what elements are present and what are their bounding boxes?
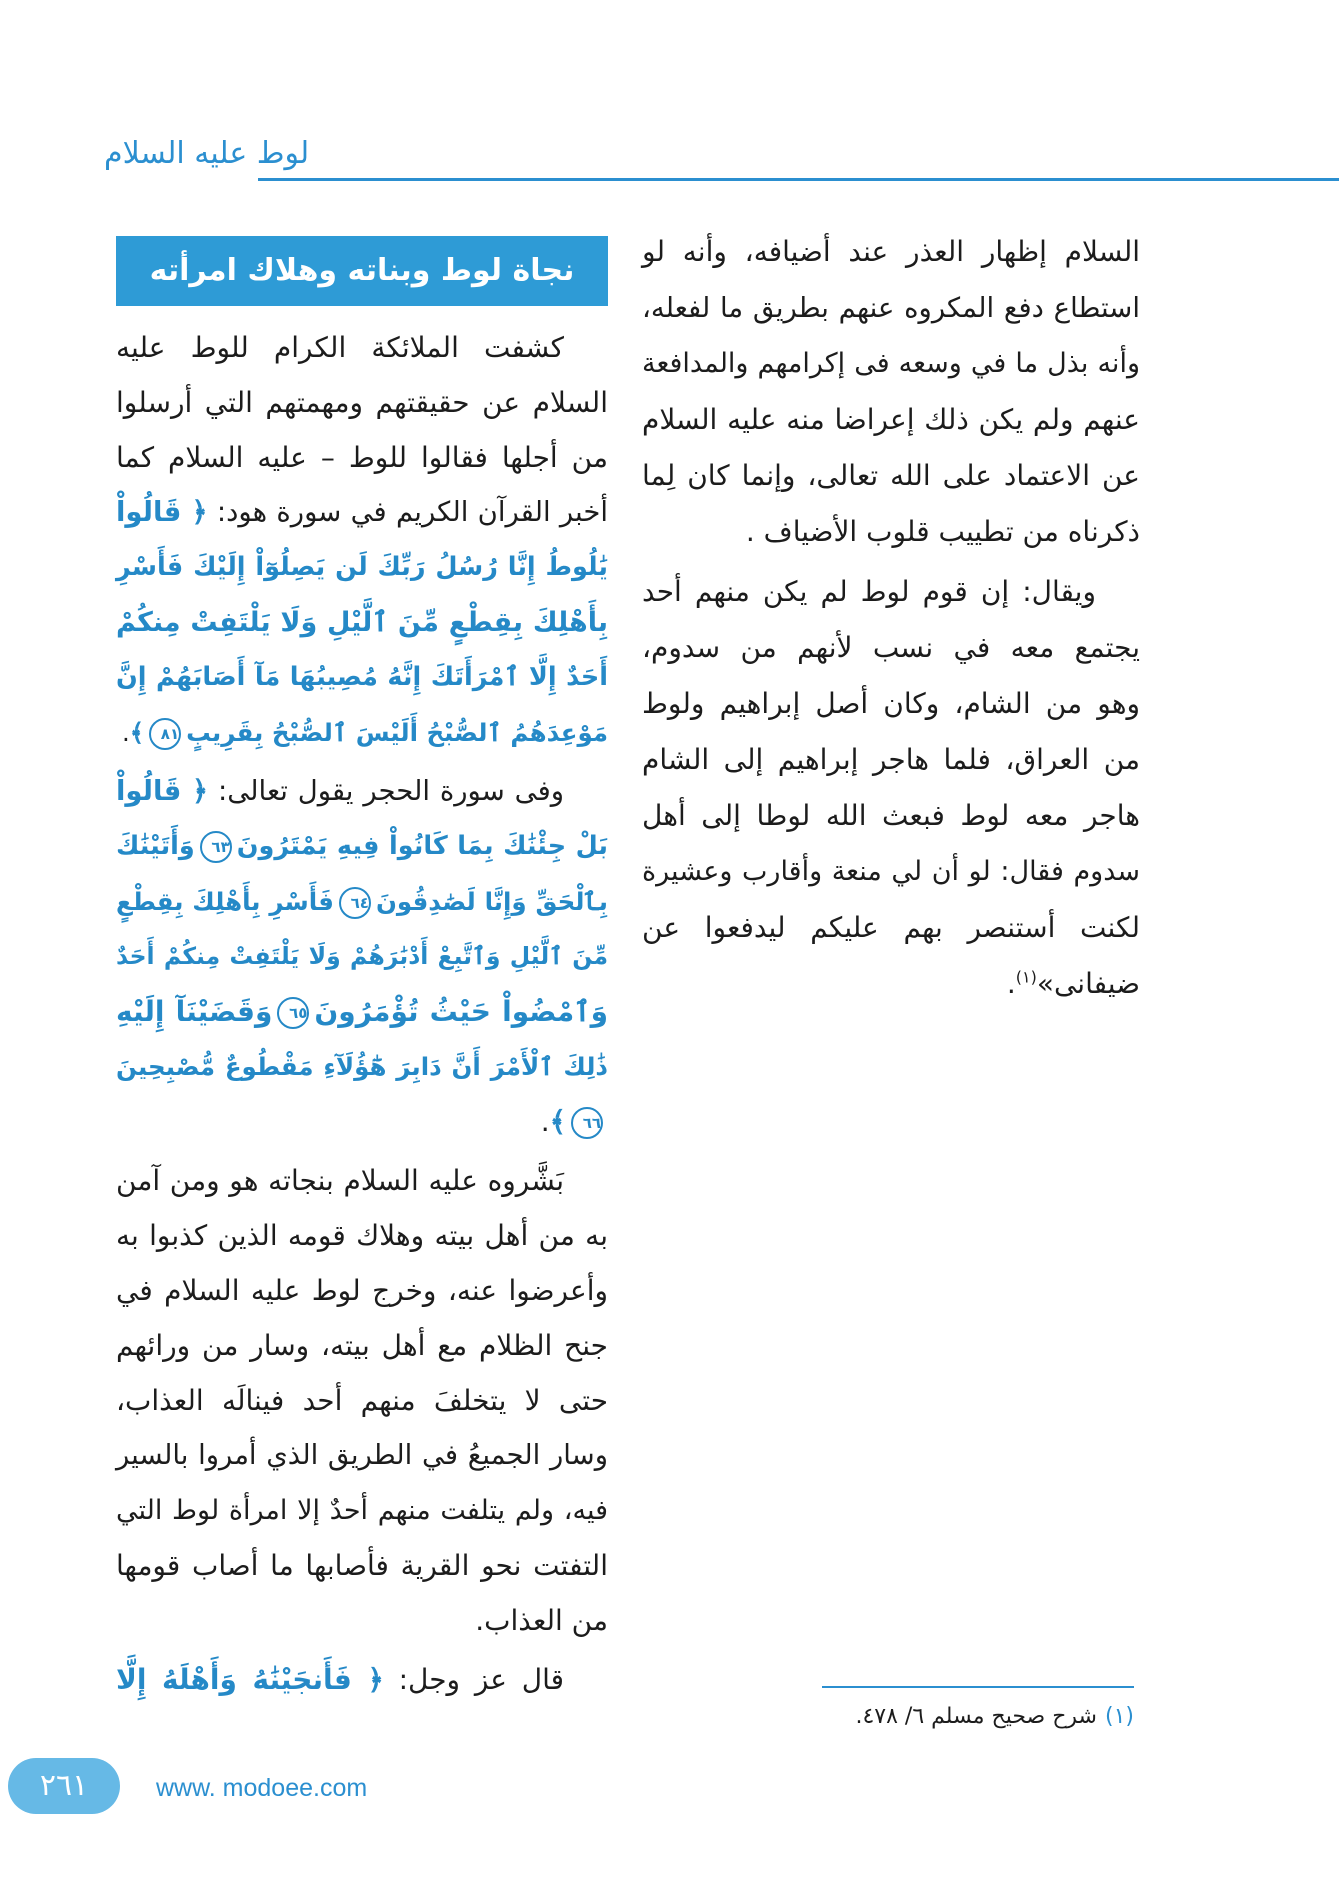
quran-verse-text: مِّنَ ٱلَّيْلِ وَٱتَّبِعْ أَدْبَٰرَهُمْ وَلَا يَلْتَفِتْ مِنكُمْ أَحَدٌ xyxy=(116,942,608,970)
text-line: من أجلها فقالوا للوط – عليه السلام كما xyxy=(116,441,608,474)
text-line: من العراق، فلما هاجر إبراهيم إلى الشام xyxy=(642,743,1140,776)
text-line xyxy=(116,705,608,760)
footnote-text: شرح صحيح مسلم ٦/ ٤٧٨. xyxy=(855,1704,1097,1729)
quran-verse-text: ﴿ قَالُواْ xyxy=(116,775,209,807)
text-line: من العذاب. xyxy=(475,1604,608,1637)
body-text: أخبر القرآن الكريم في سورة هود: xyxy=(207,496,608,528)
paragraph xyxy=(116,1652,608,1707)
text-line: وهو من الشام، وكان أصل إبراهيم ولوط xyxy=(642,687,1140,720)
ayah-number-marker: ٦٤ xyxy=(339,887,371,919)
body-text: . xyxy=(121,718,130,747)
quran-verse-text: يَٰلُوطُ إِنَّا رُسُلُ رَبِّكَ لَن يَصِلُوٓاْ إِلَيْكَ فَأَسْرِ xyxy=(116,552,608,582)
body-text: . xyxy=(1006,967,1016,1000)
text-line: عنهم ولم يكن ذلك إعراضا منه عليه السلام xyxy=(642,403,1140,436)
text-line: السلام إظهار العذر عند أضيافه، وأنه لو xyxy=(642,235,1140,268)
footnote-rule xyxy=(822,1686,1134,1688)
text-line xyxy=(116,764,608,819)
text-line: يجتمع معه في نسب لأنهم من سدوم، xyxy=(642,631,1140,664)
ayah-number-marker: ٦٦ xyxy=(571,1107,603,1139)
text-line xyxy=(116,650,608,705)
header-rule xyxy=(258,178,1339,181)
text-line: بَشَّروه عليه السلام بنجاته هو ومن آمن xyxy=(116,1164,564,1197)
text-line xyxy=(116,984,608,1039)
section-heading: نجاة لوط وبناته وهلاك امرأته xyxy=(116,236,608,306)
text-line xyxy=(116,929,608,984)
body-text: قال عز وجل: xyxy=(383,1663,564,1696)
text-line: حتى لا يتخلفَ منهم أحد فينالَه العذاب، xyxy=(116,1384,608,1417)
text-line: ذكرناه من تطييب قلوب الأضياف . xyxy=(745,515,1140,548)
website-url: www. modoee.com xyxy=(156,1774,368,1802)
quran-verse-text: أَحَدٌ إِلَّا ٱمْرَأَتَكَ إِنَّهُ مُصِيبُهَا مَآ أَصَابَهُمْ إِنَّ xyxy=(116,662,608,692)
text-line xyxy=(116,1039,608,1094)
text-line xyxy=(116,1652,608,1707)
text-line xyxy=(642,956,1140,1012)
body-text: . xyxy=(540,1105,550,1138)
ayah-number-marker: ٦٣ xyxy=(200,831,232,863)
left-column xyxy=(116,236,608,1711)
quran-verse-text: وَأَتَيْنَٰكَ xyxy=(116,831,195,861)
quran-verse-text: بِأَهْلِكَ بِقِطْعٍ مِّنَ ٱلَّيْلِ وَلَا يَلْتَفِتْ مِنكُمْ xyxy=(116,607,608,638)
text-line: سدوم فقال: لو أن لي منعة وأقارب وعشيرة xyxy=(642,856,1140,887)
text-line: التفتت نحو القرية فأصابها ما أصاب قومها xyxy=(116,1549,608,1582)
text-line: فيه، ولم يتلفت منهم أحدٌ إلا امرأة لوط التي xyxy=(116,1495,608,1526)
quran-verse-text: وَقَضَيْنَآ إِلَيْهِ xyxy=(116,995,273,1028)
chapter-title: لوط عليه السلام xyxy=(104,136,310,171)
paragraph xyxy=(116,1153,608,1648)
quran-verse-text: بِٱلْحَقِّ وَإِنَّا لَصَٰدِقُونَ xyxy=(375,887,608,916)
ayah-number-marker: ٦٥ xyxy=(277,997,309,1029)
text-line: وأعرضوا عنه، وخرج لوط عليه السلام في xyxy=(116,1274,608,1307)
footnote-reference: (١) xyxy=(1015,967,1037,987)
text-line: استطاع دفع المكروه عنهم بطريق ما لفعله، xyxy=(642,292,1140,324)
quran-verse-text: بَلْ جِئْنَٰكَ بِمَا كَانُواْ فِيهِ يَمْتَرُونَ xyxy=(236,831,608,861)
page-number: ٢٦١ xyxy=(8,1758,120,1814)
paragraph xyxy=(116,320,608,760)
text-line: عن الاعتماد على الله تعالى، وإنما كان لِما xyxy=(642,459,1140,492)
text-line: كشفت الملائكة الكرام للوط عليه xyxy=(116,331,564,364)
quran-verse-text: مَوْعِدَهُمُ ٱلصُّبْحُ أَلَيْسَ ٱلصُّبْحُ بِقَرِيبٍ xyxy=(186,718,608,747)
text-line: به من أهل بيته وهلاك قومه الذين كذبوا به xyxy=(116,1219,608,1252)
quran-verse-text: ﴾ xyxy=(129,718,145,747)
quran-verse-text: وَٱمْضُواْ حَيْثُ تُؤْمَرُونَ xyxy=(314,995,608,1028)
footnote-marker: (١) xyxy=(1104,1704,1134,1729)
quran-verse-text: ﴿ فَأَنجَيْنَٰهُ وَأَهْلَهُ إِلَّا xyxy=(116,1663,384,1696)
text-line xyxy=(116,485,608,540)
text-line: ويقال: إن قوم لوط لم يكن منهم أحد xyxy=(642,575,1096,608)
quran-verse-text: ﴾ xyxy=(549,1105,566,1138)
text-line: لكنت أستنصر بهم عليكم ليدفعوا عن xyxy=(642,911,1140,944)
text-line: هاجر معه لوط فبعث الله لوطا إلى أهل xyxy=(642,799,1140,832)
text-line: وسار الجميعُ في الطريق الذي أمروا بالسير xyxy=(116,1439,608,1471)
ayah-number-marker: ٨١ xyxy=(149,718,181,750)
text-line xyxy=(116,540,608,595)
right-column xyxy=(642,224,1140,1016)
body-text: ضيفانى» xyxy=(1036,967,1140,1000)
body-text: وفى سورة الحجر يقول تعالى: xyxy=(208,775,565,807)
paragraph xyxy=(116,764,608,1149)
text-line xyxy=(116,874,608,929)
text-line: وأنه بذل ما في وسعه فى إكرامهم والمدافعة xyxy=(642,348,1140,379)
text-line: السلام عن حقيقتهم ومهمتهم التي أرسلوا xyxy=(116,386,608,419)
text-line: جنح الظلام مع أهل بيته، وسار من ورائهم xyxy=(116,1329,608,1362)
quran-verse-text: ذَٰلِكَ ٱلْأَمْرَ أَنَّ دَابِرَ هَٰٓؤُلَآءِ مَقْطُوعٌ مُّصْبِحِينَ xyxy=(116,1052,608,1081)
text-line xyxy=(116,595,608,650)
quran-verse-text: ﴿ قَالُواْ xyxy=(116,496,208,528)
paragraph xyxy=(642,224,1140,560)
quran-verse-text: فَأَسْرِ بِأَهْلِكَ بِقِطْعٍ xyxy=(116,887,334,916)
paragraph xyxy=(642,564,1140,1012)
text-line xyxy=(116,1094,608,1149)
footnote xyxy=(760,1700,1134,1734)
text-line xyxy=(116,819,608,874)
